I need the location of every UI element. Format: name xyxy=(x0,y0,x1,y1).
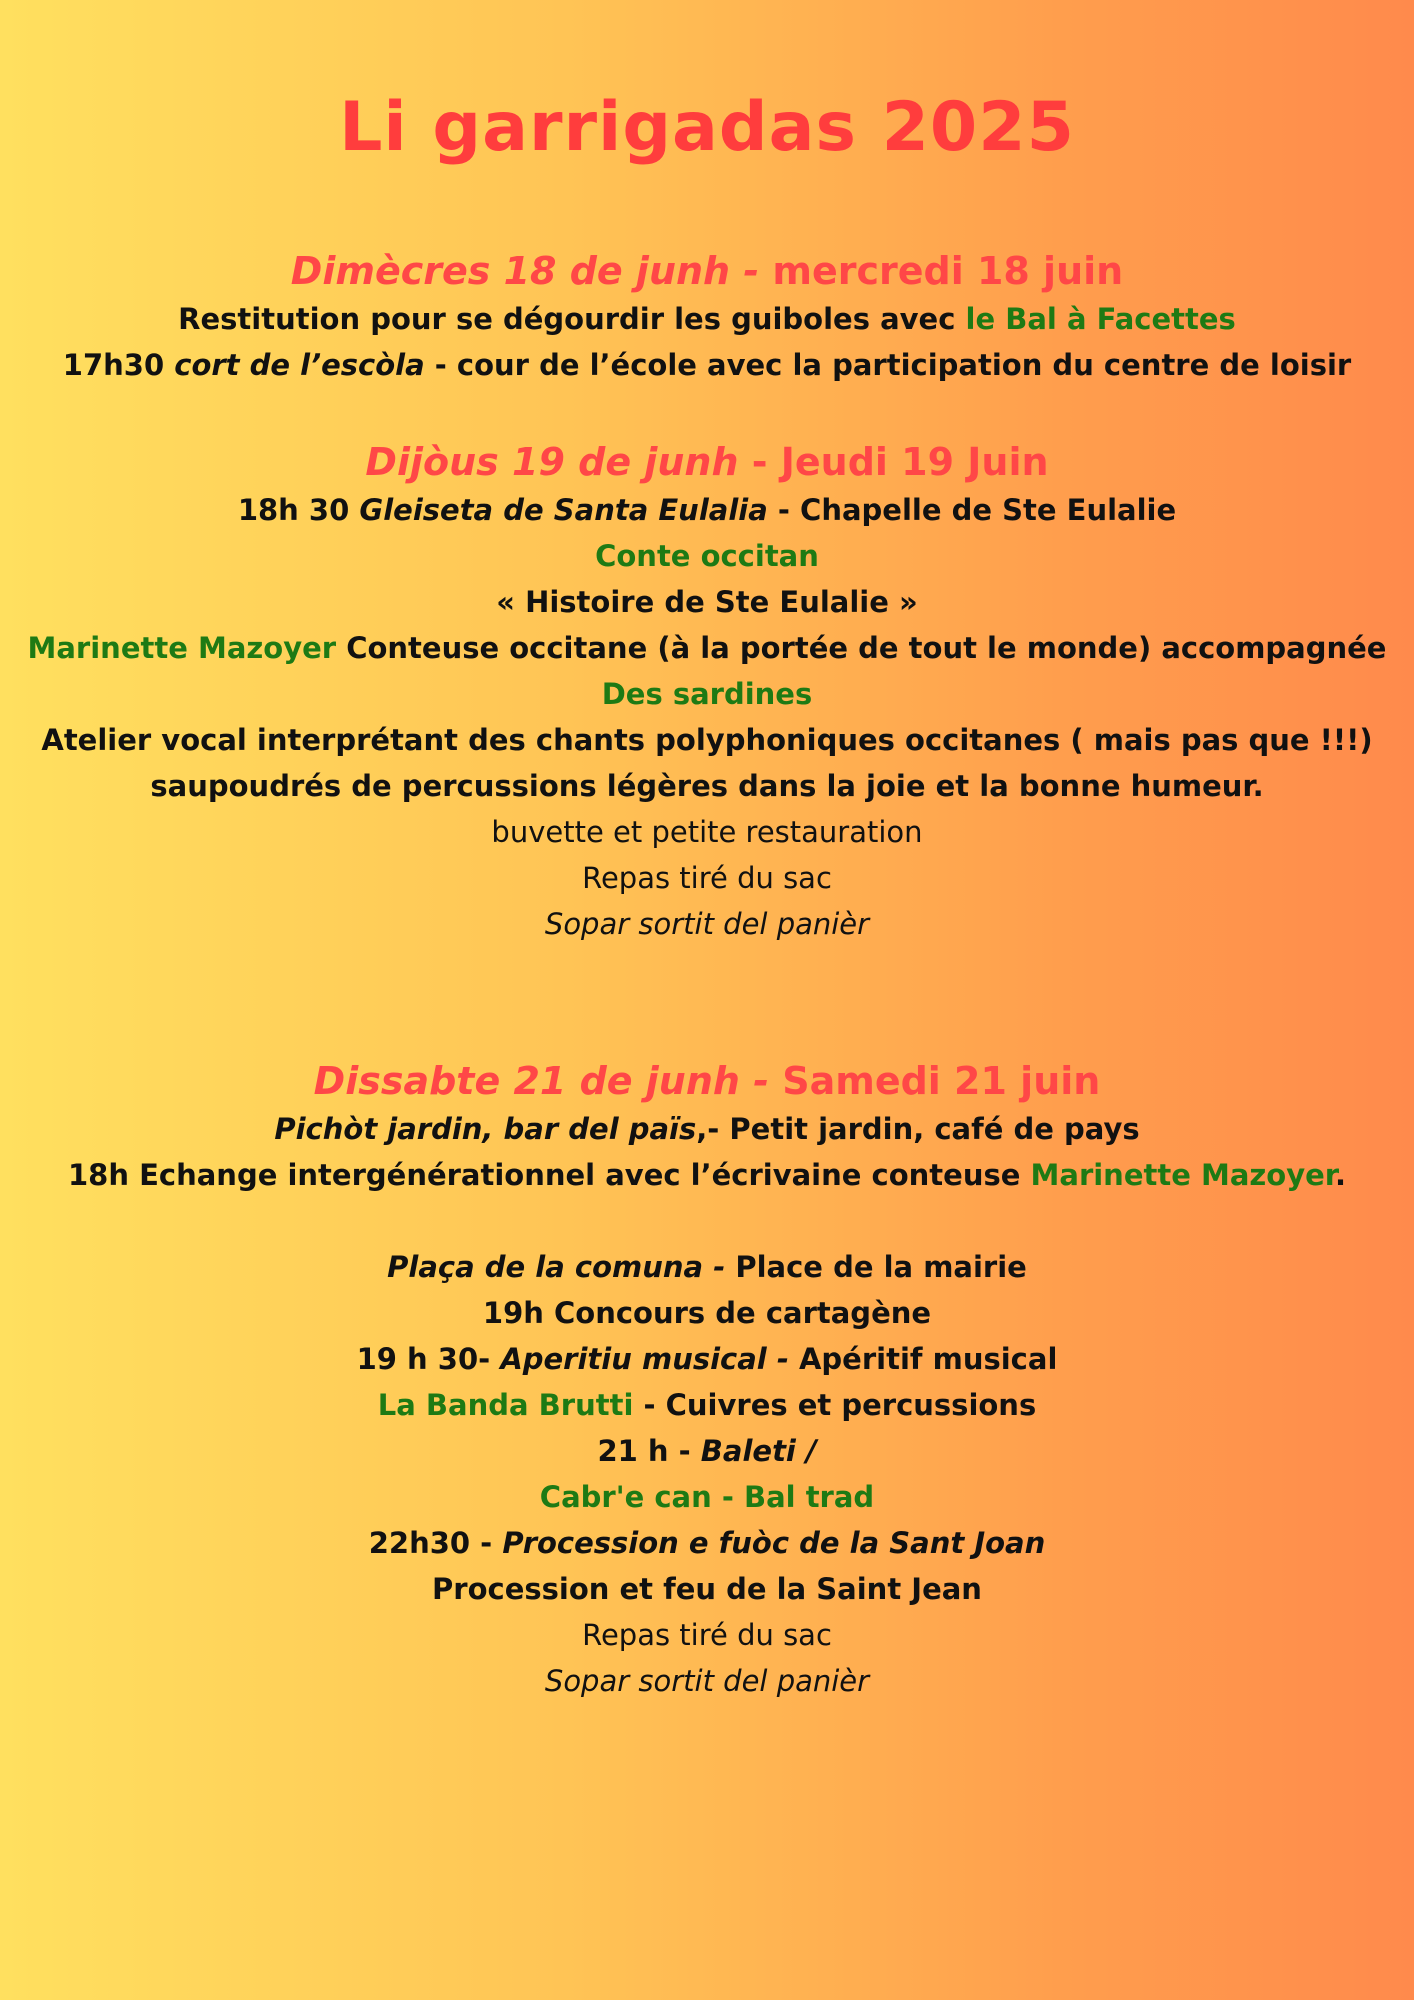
day-heading xyxy=(0,246,1414,296)
event-text: Conteuse occitane (à la portée de tout le monde) accompagnée xyxy=(346,631,1387,665)
event-line: 19h Concours de cartagène xyxy=(482,1296,932,1330)
event-line xyxy=(0,1520,1414,1566)
event-line xyxy=(0,1152,1414,1198)
venue-french: ,- Petit jardin, café de pays xyxy=(696,1112,1140,1146)
punctuation: . xyxy=(1334,1158,1346,1192)
event-text: - Cuivres et percussions xyxy=(643,1388,1037,1422)
event-time: 17h30 xyxy=(62,348,165,382)
info-line: Repas tiré du sac xyxy=(582,861,832,895)
venue-french: Place de la mairie xyxy=(735,1250,1027,1284)
info-line: Repas tiré du sac xyxy=(582,1618,832,1652)
event-line xyxy=(0,342,1414,388)
event-text: - cour de l’école avec la participation du centre de loisir xyxy=(434,348,1352,382)
info-line-occitan: Sopar sortit del panièr xyxy=(544,1664,870,1698)
spacer xyxy=(0,1198,1414,1244)
event-line xyxy=(0,1336,1414,1382)
event-line xyxy=(0,1106,1414,1152)
day-heading-occitan: Dissabte 21 de junh - xyxy=(313,1059,769,1103)
event-time: 22h30 - xyxy=(368,1526,493,1560)
day-heading-french: Samedi 21 juin xyxy=(782,1059,1101,1103)
event-title: Conte occitan xyxy=(595,539,819,573)
event-description: Atelier vocal interprétant des chants polyphoniques occitanes ( mais pas que !!!) xyxy=(41,723,1373,757)
event-time: 19 h 30- xyxy=(356,1342,491,1376)
event-line xyxy=(0,1382,1414,1428)
venue-occitan: Gleiseta de Santa Eulalia xyxy=(359,493,768,527)
event-line xyxy=(0,625,1414,671)
event-text: 18h Echange intergénérationnel avec l’écrivaine conteuse xyxy=(67,1158,1021,1192)
venue-occitan: Plaça de la comuna - xyxy=(387,1250,726,1284)
event-subtitle: « Histoire de Ste Eulalie » xyxy=(496,585,918,619)
event-line xyxy=(0,1428,1414,1474)
performer-name: La Banda Brutti xyxy=(377,1388,634,1422)
day-heading xyxy=(0,1056,1414,1106)
performer-name: le Bal à Facettes xyxy=(965,302,1236,336)
venue-occitan: Pichòt jardin, bar del paїs xyxy=(274,1112,697,1146)
event-time: 21 h - xyxy=(597,1434,691,1468)
performer-name: Des sardines xyxy=(601,677,813,711)
event-occitan: Aperitiu musical - xyxy=(500,1342,789,1376)
section-saturday xyxy=(0,1056,1414,1704)
performer-name: Marinette Mazoyer xyxy=(1030,1158,1335,1192)
section-wednesday xyxy=(0,246,1414,388)
day-heading-french: - Jeudi 19 Juin xyxy=(751,440,1049,484)
event-occitan: Baleti / xyxy=(700,1434,817,1468)
event-line xyxy=(0,1244,1414,1290)
poster-title: Li garrigadas 2025 xyxy=(339,88,1075,167)
day-heading-occitan: Dimècres 18 de junh - xyxy=(290,249,760,293)
event-occitan: Procession e fuòc de la Sant Joan xyxy=(502,1526,1046,1560)
info-line: buvette et petite restauration xyxy=(491,815,923,849)
info-line-occitan: Sopar sortit del panièr xyxy=(544,907,870,941)
event-french: Procession et feu de la Saint Jean xyxy=(432,1572,982,1606)
day-heading-occitan: Dijòus 19 de junh xyxy=(365,440,739,484)
day-heading xyxy=(0,437,1414,487)
event-french: Apéritif musical xyxy=(798,1342,1058,1376)
venue-occitan: cort de l’escòla xyxy=(174,348,425,382)
event-line xyxy=(0,296,1414,342)
performer-name: Marinette Mazoyer xyxy=(27,631,337,665)
event-text: Restitution pour se dégourdir les guiboles avec xyxy=(178,302,956,336)
day-heading-french: mercredi 18 juin xyxy=(772,249,1124,293)
venue-french: - Chapelle de Ste Eulalie xyxy=(777,493,1177,527)
performer-name: Cabr'e can - Bal trad xyxy=(539,1480,875,1514)
event-time: 18h 30 xyxy=(237,493,350,527)
event-description: saupoudrés de percussions légères dans la joie et la bonne humeur. xyxy=(150,769,1264,803)
event-line xyxy=(0,487,1414,533)
section-thursday xyxy=(0,437,1414,947)
